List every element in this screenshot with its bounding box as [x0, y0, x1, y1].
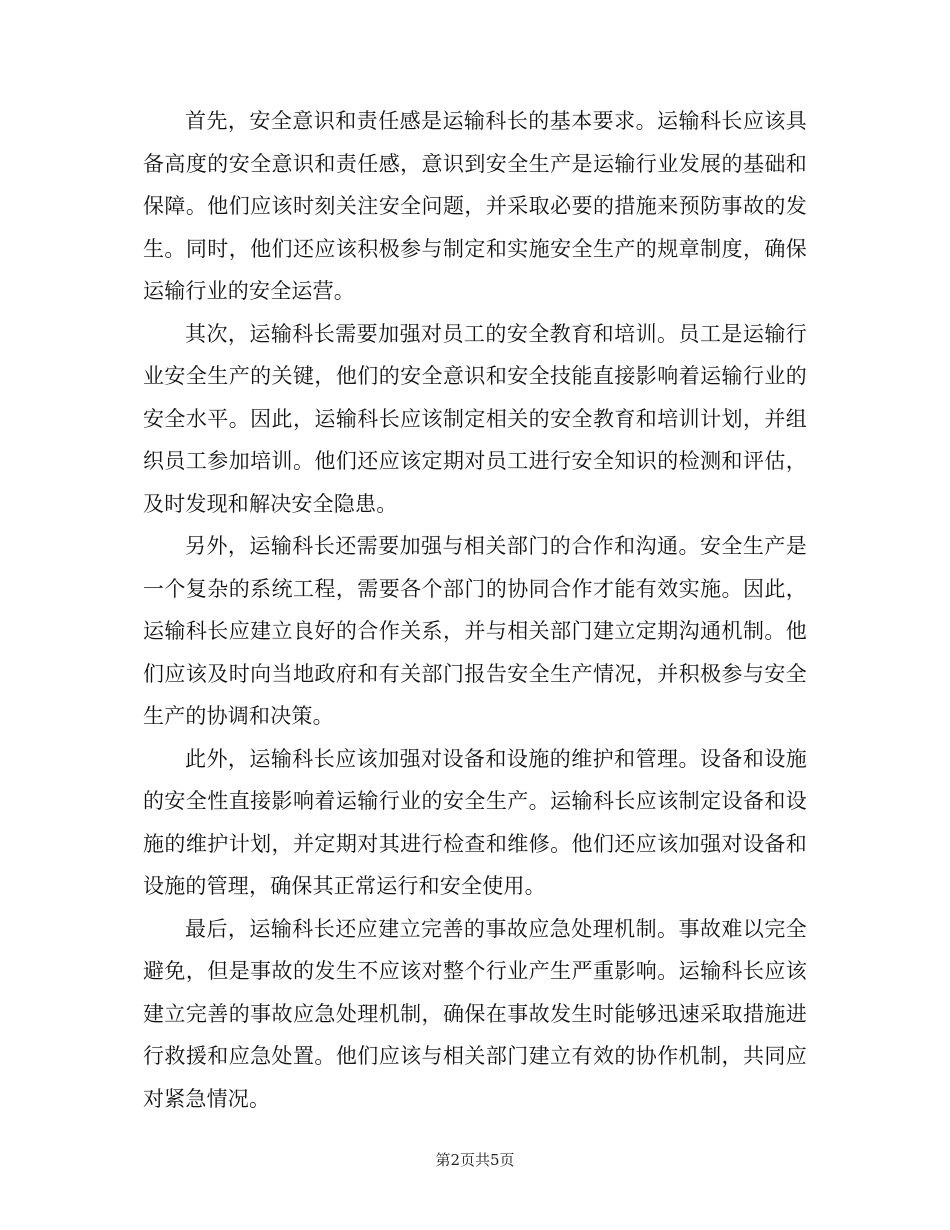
paragraph-safety-awareness: 首先，安全意识和责任感是运输科长的基本要求。运输科长应该具备高度的安全意识和责任感，意识到安全生产是运输行业发展的基础和保障。他们应该时刻关注安全问题，并采取必要的措施来预防事故的发生。同时，他们还应该积极参与制定和实施安全生产的规章制度，确保运输行业的安全运营。: [143, 109, 807, 303]
page-number-footer: 第2页共5页: [435, 1151, 515, 1169]
paragraph-cooperation: 另外，运输科长还需要加强与相关部门的合作和沟通。安全生产是一个复杂的系统工程，需要各个部门的协同合作才能有效实施。因此，运输科长应建立良好的合作关系，并与相关部门建立定期沟通机制。他们应该及时向当地政府和有关部门报告安全生产情况，并积极参与安全生产的协调和决策。: [143, 534, 807, 728]
paragraph-staff-training: 其次，运输科长需要加强对员工的安全教育和培训。员工是运输行业安全生产的关键，他们的安全意识和安全技能直接影响着运输行业的安全水平。因此，运输科长应该制定相关的安全教育和培训计划，并组织员工参加培训。他们还应该定期对员工进行安全知识的检测和评估，及时发现和解决安全隐患。: [143, 321, 807, 516]
document-body: [143, 100, 807, 1120]
paragraph-equipment-maintenance: 此外，运输科长应该加强对设备和设施的维护和管理。设备和设施的安全性直接影响着运输行业的安全生产。运输科长应该制定设备和设施的维护计划，并定期对其进行检查和维修。他们还应该加强对设备和设施的管理，确保其正常运行和安全使用。: [143, 746, 807, 898]
paragraph-emergency-handling: 最后，运输科长还应建立完善的事故应急处理机制。事故难以完全避免，但是事故的发生不应该对整个行业产生严重影响。运输科长应该建立完善的事故应急处理机制，确保在事故发生时能够迅速采取措施进行救援和应急处置。他们应该与相关部门建立有效的协作机制，共同应对紧急情况。: [143, 916, 807, 1111]
